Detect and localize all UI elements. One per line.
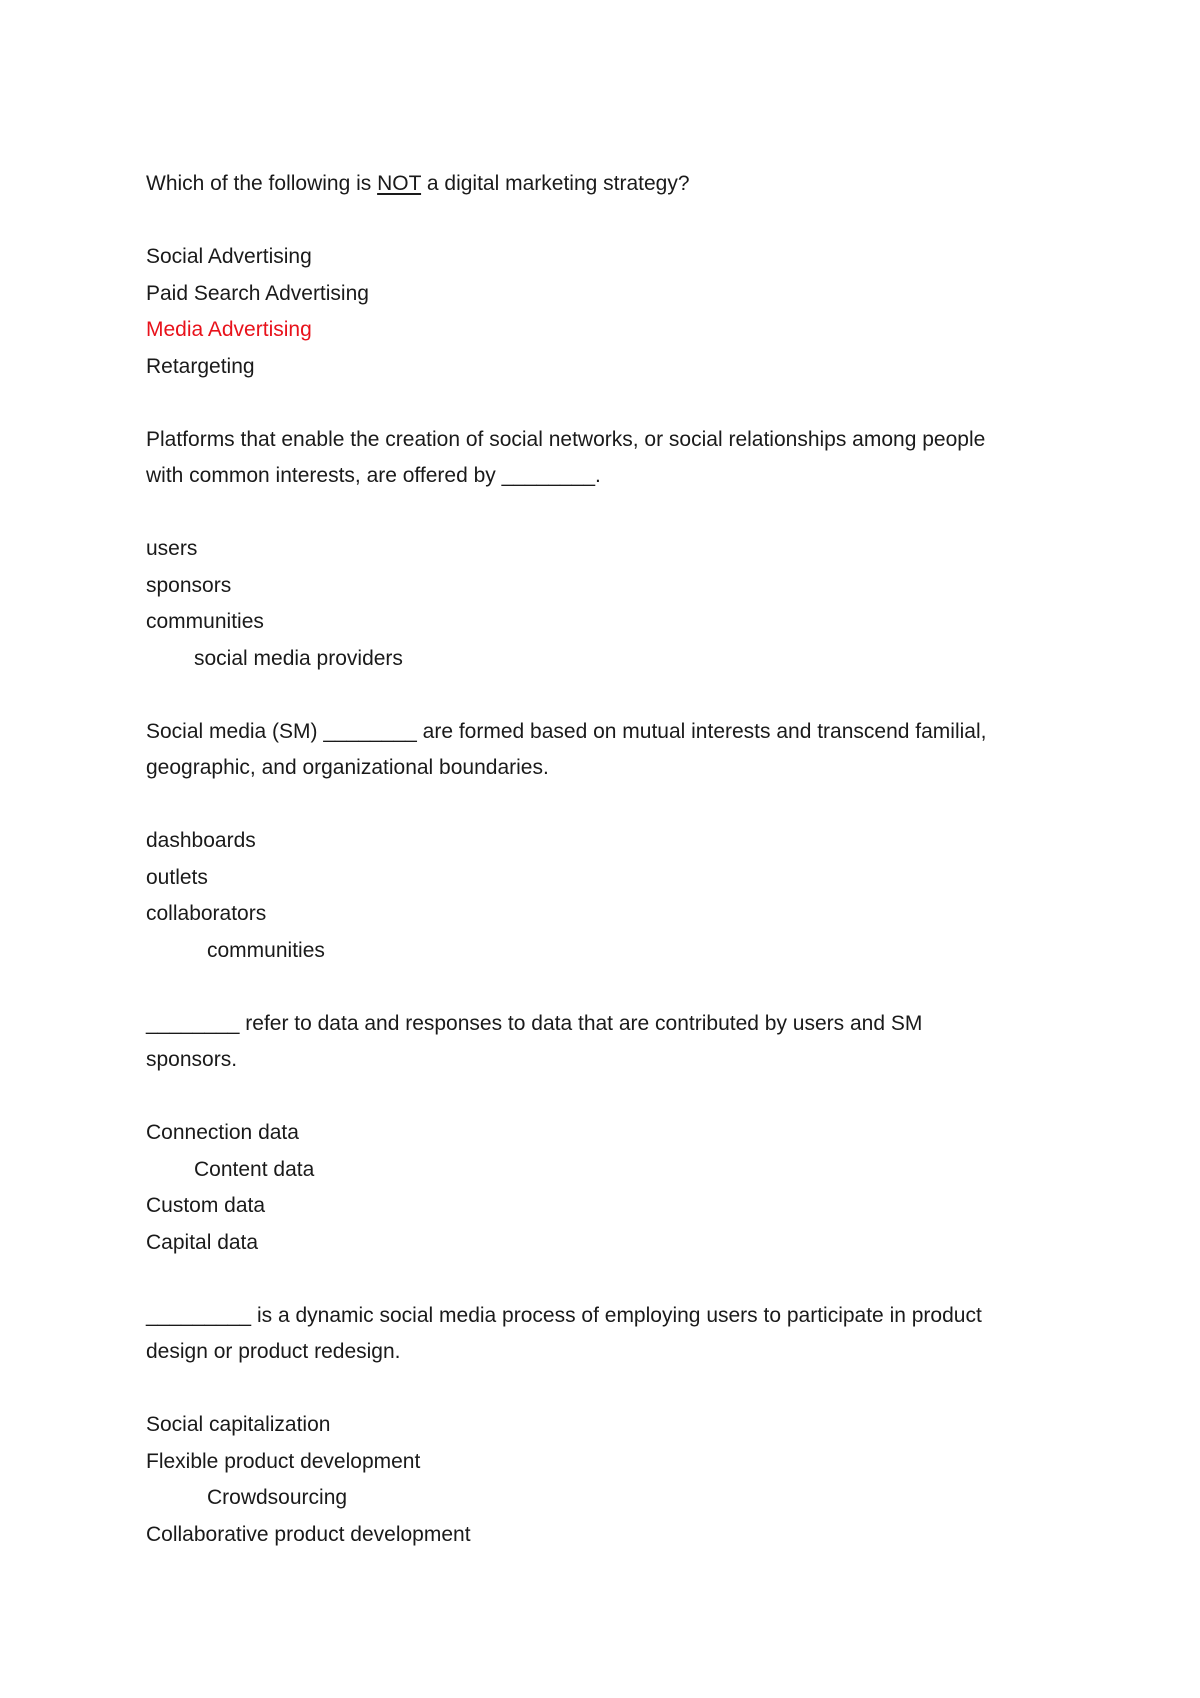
question-4-stem-line-1: ________ refer to data and responses to data that are contributed by users and SM: [146, 1011, 923, 1035]
spacer: [146, 1371, 1076, 1408]
question-1-stem: [146, 166, 1076, 203]
question-3-option-c: collaborators: [146, 902, 267, 925]
question-4-option-d: Capital data: [146, 1230, 259, 1254]
question-4-option-a: Connection data: [146, 1121, 299, 1144]
spacer: [146, 1261, 1076, 1298]
question-4-stem-line-2: sponsors.: [146, 1048, 238, 1071]
question-5-option-d: Collaborative product development: [146, 1522, 471, 1546]
question-2-stem-line-1: Platforms that enable the creation of social networks, or social relationships among people: [146, 427, 986, 451]
document-body: [146, 166, 1076, 1553]
question-5-option-b: Flexible product development: [146, 1449, 421, 1473]
spacer: [146, 787, 1076, 824]
question-5-stem-line-1: _________ is a dynamic social media process of employing users to participate in product: [146, 1303, 982, 1327]
question-3-option-b: outlets: [146, 865, 208, 889]
question-5-option-a: Social capitalization: [146, 1413, 331, 1436]
spacer: [146, 385, 1076, 422]
question-4-option-c: Custom data: [146, 1194, 266, 1217]
question-2-option-d-indented: social media providers: [194, 646, 403, 670]
question-1-option-d: Retargeting: [146, 354, 255, 378]
question-2-option-a: users: [146, 537, 198, 560]
spacer: [146, 677, 1076, 714]
question-1-option-a: Social Advertising: [146, 245, 312, 268]
question-3-stem-line-1: Social media (SM) ________ are formed based on mutual interests and transcend familial,: [146, 719, 987, 743]
question-3-option-a: dashboards: [146, 829, 256, 852]
spacer: [146, 969, 1076, 1006]
question-1-option-b: Paid Search Advertising: [146, 281, 369, 305]
question-5-option-c-indented: Crowdsourcing: [207, 1486, 348, 1509]
question-1-stem-start: Which of the following is: [146, 172, 378, 195]
question-3-stem-line-2: geographic, and organizational boundaries.: [146, 756, 549, 779]
spacer: [146, 203, 1076, 240]
spacer: [146, 1079, 1076, 1116]
question-3-option-d-indented: communities: [207, 938, 325, 962]
question-2-option-b: sponsors: [146, 573, 232, 597]
question-5-stem-line-2: design or product redesign.: [146, 1340, 401, 1363]
spacer: [146, 495, 1076, 532]
question-4-option-b-indented: Content data: [194, 1157, 315, 1181]
question-1-option-c-highlighted: Media Advertising: [146, 318, 312, 341]
question-1-stem-emphasis: NOT: [377, 172, 422, 195]
question-1-stem-end: a digital marketing strategy?: [421, 172, 690, 195]
question-2-option-c: communities: [146, 610, 264, 633]
question-2-stem-line-2: with common interests, are offered by ________.: [146, 464, 601, 487]
